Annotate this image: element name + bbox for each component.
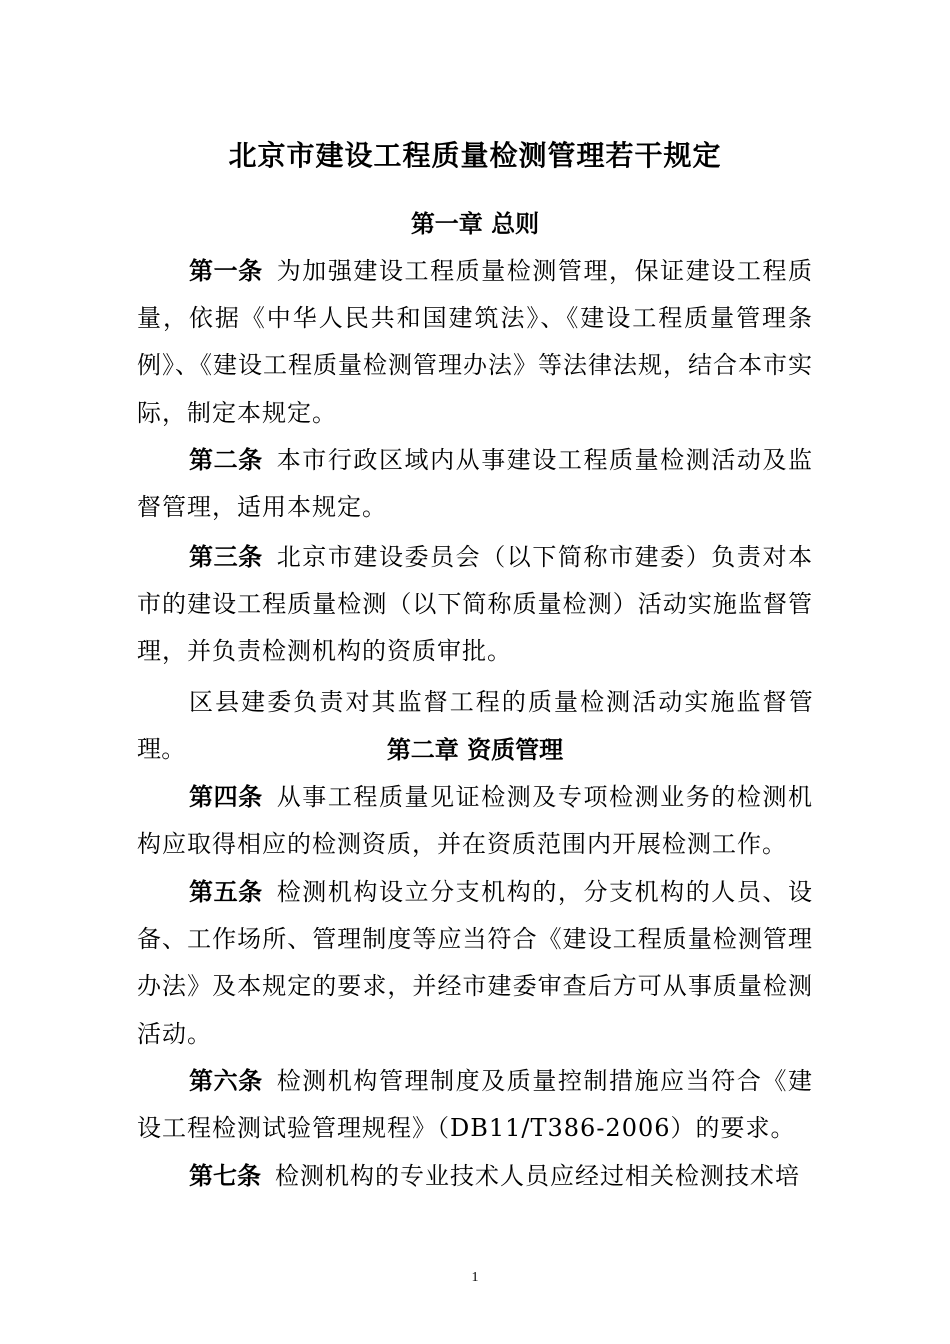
article-label: 第一条 bbox=[189, 257, 263, 285]
article-text: 检测机构管理制度及质量控制措施应当符合《建设工程检测试验管理规程》（DB11/T386-2006）的要求。 bbox=[137, 1067, 814, 1143]
article-6 bbox=[137, 1058, 813, 1152]
article-text: 检测机构的专业技术人员应经过相关检测技术培 bbox=[275, 1162, 800, 1190]
article-2 bbox=[137, 437, 813, 531]
article-1 bbox=[137, 248, 813, 437]
article-3 bbox=[137, 534, 813, 676]
article-7 bbox=[137, 1153, 813, 1200]
article-label: 第二条 bbox=[189, 446, 263, 474]
article-5 bbox=[137, 869, 813, 1058]
article-label: 第三条 bbox=[189, 543, 263, 571]
article-label: 第七条 bbox=[189, 1162, 261, 1190]
article-text: 检测机构设立分支机构的，分支机构的人员、设备、工作场所、管理制度等应当符合《建设工程质量检测管理办法》及本规定的要求，并经市建委审查后方可从事质量检测活动。 bbox=[137, 878, 814, 1048]
chapter-heading-1: 第一章 总则 bbox=[410, 210, 540, 238]
article-text: 从事工程质量见证检测及专项检测业务的检测机构应取得相应的检测资质，并在资质范围内开展检测工作。 bbox=[137, 783, 814, 859]
document-title: 北京市建设工程质量检测管理若干规定 bbox=[228, 139, 722, 172]
article-text: 北京市建设委员会（以下简称市建委）负责对本市的建设工程质量检测（以下简称质量检测）活动实施监督管理，并负责检测机构的资质审批。 bbox=[137, 543, 814, 666]
article-label: 第四条 bbox=[189, 783, 263, 811]
article-label: 第六条 bbox=[189, 1067, 263, 1095]
article-label: 第五条 bbox=[189, 878, 263, 906]
article-text: 本市行政区域内从事建设工程质量检测活动及监督管理，适用本规定。 bbox=[137, 446, 814, 522]
article-text: 区县建委负责对其监督工程的质量检测活动实施监督管理。 bbox=[137, 688, 813, 764]
page-number: 1 bbox=[471, 1270, 479, 1285]
article-4 bbox=[137, 774, 813, 868]
article-text: 为加强建设工程质量检测管理，保证建设工程质量，依据《中华人民共和国建筑法》、《建设工程质量管理条例》、《建设工程质量检测管理办法》等法律法规，结合本市实际，制定本规定。 bbox=[137, 257, 814, 427]
chapter-heading-2: 第二章 资质管理 bbox=[386, 736, 564, 764]
